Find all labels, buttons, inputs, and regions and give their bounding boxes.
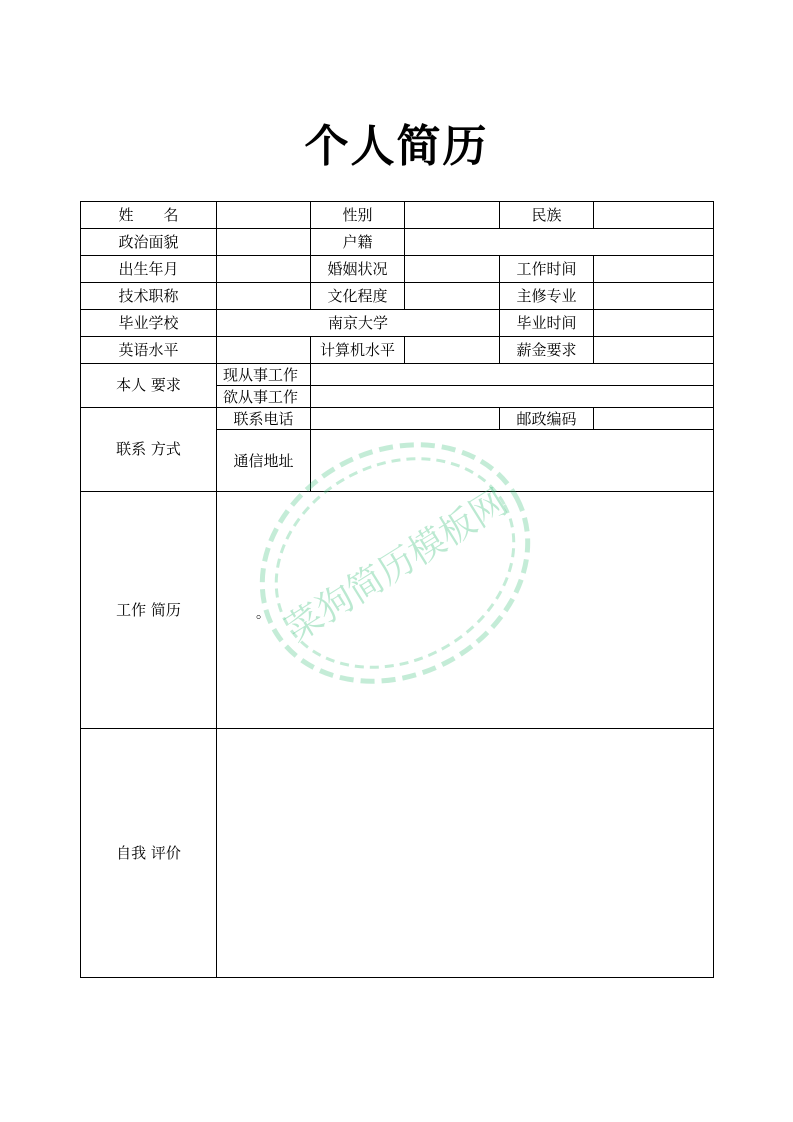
major-field[interactable]: [594, 283, 714, 310]
row-political: [81, 229, 714, 256]
row-current-job: [81, 364, 714, 386]
gender-label: 性别: [311, 202, 405, 229]
computer-field[interactable]: [405, 337, 500, 364]
phone-label: 联系电话: [217, 408, 311, 430]
grad-time-label: 毕业时间: [500, 310, 594, 337]
salary-label: 薪金要求: [500, 337, 594, 364]
row-name: [81, 202, 714, 229]
education-field[interactable]: [405, 283, 500, 310]
row-school: [81, 310, 714, 337]
watermark-text: 菜狗简历模板网: [279, 481, 515, 651]
row-tech-title: [81, 283, 714, 310]
tech-title-field[interactable]: [217, 283, 311, 310]
birth-field[interactable]: [217, 256, 311, 283]
page-title: 个人简历: [304, 121, 489, 172]
major-label: 主修专业: [500, 283, 594, 310]
row-self-eval: [81, 729, 714, 978]
address-label: 通信地址: [217, 430, 311, 492]
ethnicity-label: 民族: [500, 202, 594, 229]
name-label: 姓 名: [81, 202, 217, 229]
work-history-label: 工作 简历: [81, 492, 217, 729]
english-field[interactable]: [217, 337, 311, 364]
desired-job-field[interactable]: [311, 386, 714, 408]
gender-field[interactable]: [405, 202, 500, 229]
self-eval-field[interactable]: [217, 729, 714, 978]
phone-field[interactable]: [311, 408, 500, 430]
current-job-field[interactable]: [311, 364, 714, 386]
computer-label: 计算机水平: [311, 337, 405, 364]
current-job-label: 现从事工作: [217, 364, 311, 386]
name-field[interactable]: [217, 202, 311, 229]
desired-job-label: 欲从事工作: [217, 386, 311, 408]
birth-label: 出生年月: [81, 256, 217, 283]
marital-label: 婚姻状况: [311, 256, 405, 283]
row-english: [81, 337, 714, 364]
political-field[interactable]: [217, 229, 311, 256]
salary-field[interactable]: [594, 337, 714, 364]
postcode-label: 邮政编码: [500, 408, 594, 430]
postcode-field[interactable]: [594, 408, 714, 430]
hukou-label: 户籍: [311, 229, 405, 256]
work-history-text: 。: [256, 606, 270, 622]
row-phone: [81, 408, 714, 430]
requirements-label: 本人 要求: [81, 364, 217, 408]
marital-field[interactable]: [405, 256, 500, 283]
school-label: 毕业学校: [81, 310, 217, 337]
resume-table: [80, 201, 714, 978]
education-label: 文化程度: [311, 283, 405, 310]
tech-title-label: 技术职称: [81, 283, 217, 310]
school-field[interactable]: 南京大学: [217, 310, 500, 337]
work-history-field[interactable]: [217, 492, 714, 729]
address-field[interactable]: [311, 430, 714, 492]
political-label: 政治面貌: [81, 229, 217, 256]
contact-label: 联系 方式: [81, 408, 217, 492]
hukou-field[interactable]: [405, 229, 714, 256]
ethnicity-field[interactable]: [594, 202, 714, 229]
self-eval-label: 自我 评价: [81, 729, 217, 978]
grad-time-field[interactable]: [594, 310, 714, 337]
work-time-label: 工作时间: [500, 256, 594, 283]
work-time-field[interactable]: [594, 256, 714, 283]
english-label: 英语水平: [81, 337, 217, 364]
row-work-history: [81, 492, 714, 729]
row-birth: [81, 256, 714, 283]
